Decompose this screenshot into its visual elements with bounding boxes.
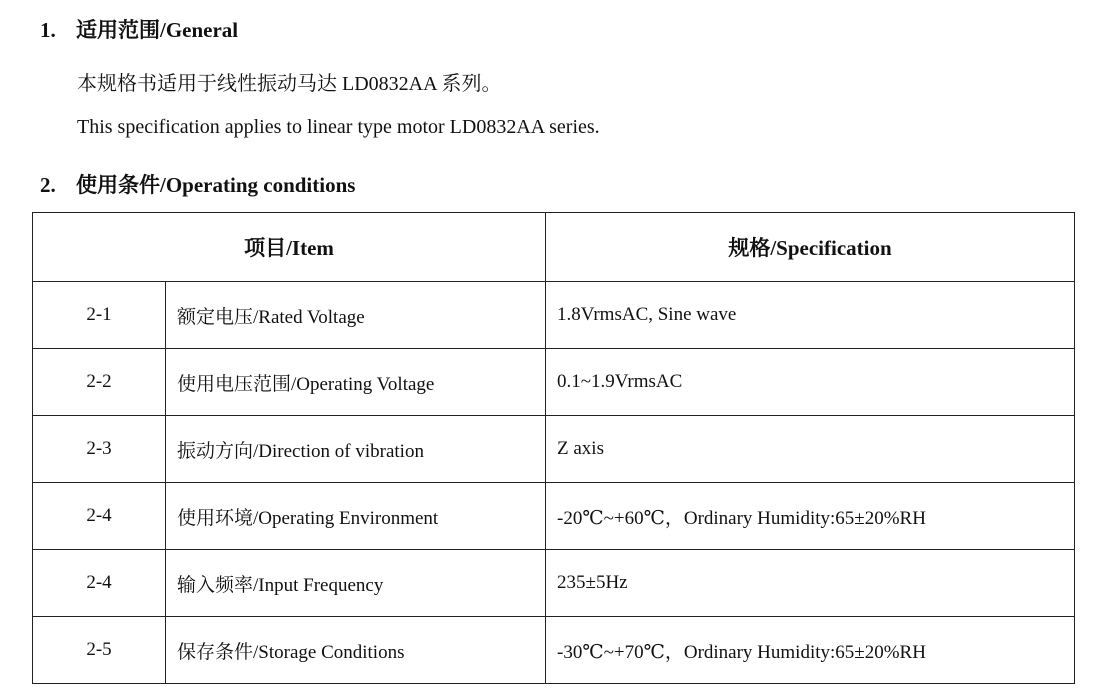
section-1-text-en: This specification applies to linear type motor LD0832AA series. [77, 116, 600, 138]
section-2-heading [40, 169, 355, 199]
row-spec: 235±5Hz [546, 550, 1075, 617]
row-id: 2-4 [33, 483, 166, 550]
row-item: 使用环境/Operating Environment [166, 483, 546, 550]
row-id: 2-3 [33, 416, 166, 483]
section-1-heading [40, 14, 238, 44]
row-spec: Z axis [546, 416, 1075, 483]
row-id: 2-4 [33, 550, 166, 617]
table-row [33, 349, 1075, 416]
table-row [33, 416, 1075, 483]
table-row [33, 617, 1075, 684]
section-1-number: 1. [40, 18, 56, 42]
row-item: 保存条件/Storage Conditions [166, 617, 546, 684]
row-spec: 0.1~1.9VrmsAC [546, 349, 1075, 416]
row-id: 2-1 [33, 282, 166, 349]
row-item: 额定电压/Rated Voltage [166, 282, 546, 349]
section-1-title: 适用范围/General [76, 18, 239, 42]
table-header-row [33, 213, 1075, 282]
table-row [33, 483, 1075, 550]
row-item: 输入频率/Input Frequency [166, 550, 546, 617]
row-spec: -30℃~+70℃，Ordinary Humidity:65±20%RH [546, 617, 1075, 684]
table-row [33, 282, 1075, 349]
row-item: 振动方向/Direction of vibration [166, 416, 546, 483]
row-id: 2-2 [33, 349, 166, 416]
row-item: 使用电压范围/Operating Voltage [166, 349, 546, 416]
header-item: 项目/Item [33, 213, 546, 282]
section-1-text-cn: 本规格书适用于线性振动马达 LD0832AA 系列。 [77, 73, 502, 95]
header-specification: 规格/Specification [546, 213, 1075, 282]
row-id: 2-5 [33, 617, 166, 684]
row-spec: -20℃~+60℃，Ordinary Humidity:65±20%RH [546, 483, 1075, 550]
section-2-title: 使用条件/Operating conditions [76, 173, 356, 197]
row-spec: 1.8VrmsAC, Sine wave [546, 282, 1075, 349]
operating-conditions-table [32, 212, 1075, 684]
table-row [33, 550, 1075, 617]
section-2-number: 2. [40, 173, 56, 197]
